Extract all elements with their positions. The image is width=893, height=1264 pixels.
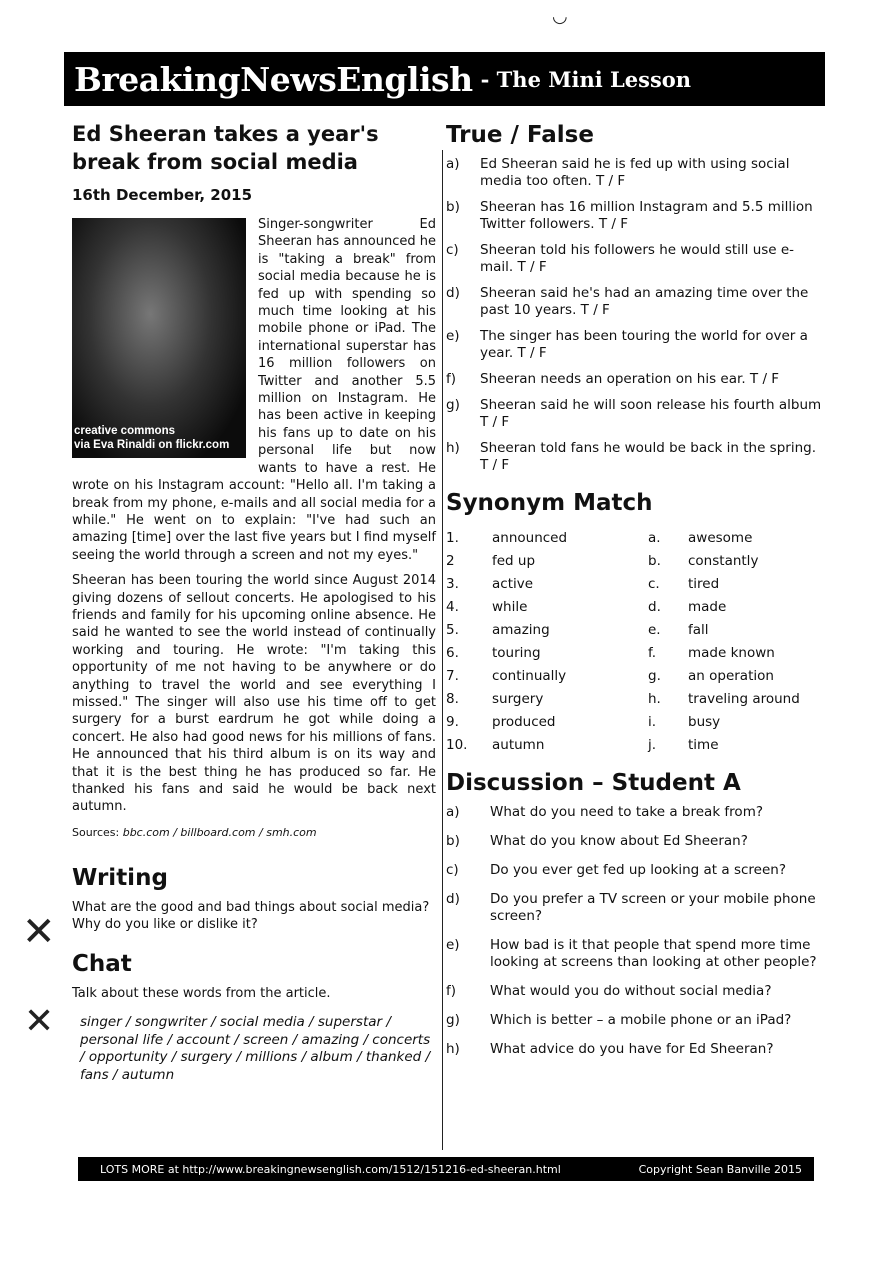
synonym-row-word: announced [492,529,568,546]
synonym-row-word: surgery [492,690,544,707]
brand-subtitle: - The Mini Lesson [480,66,692,92]
true-false-statement: The singer has been touring the world for over a year. T / F [480,328,808,361]
true-false-letter: h) [446,440,460,456]
synonym-row-definition: fall [688,621,709,638]
discussion-letter: f) [446,983,457,999]
synonym-row-item [446,618,826,641]
writing-title: Writing [72,865,168,892]
synonym-row-letter: b. [648,552,661,569]
synonym-row-word: while [492,598,528,615]
photo-credit [74,424,229,452]
synonym-row-word: produced [492,713,556,730]
true-false-letter: c) [446,242,459,258]
synonym-row-item [446,572,826,595]
discussion-item [446,937,826,971]
article-photo [72,218,246,458]
synonym-row-letter: h. [648,690,661,707]
discussion-question: Do you prefer a TV screen or your mobile phone screen? [490,891,816,924]
true-false-statement: Sheeran said he will soon release his fourth album T / F [480,397,822,430]
true-false-list [446,156,826,474]
true-false-statement: Sheeran told his followers he would still use e-mail. T / F [480,242,795,275]
true-false-item [446,328,826,362]
synonym-row-definition: an operation [688,667,774,684]
true-false-item [446,156,826,190]
synonym-match-table [446,526,826,756]
synonym-row-definition: tired [688,575,720,592]
synonym-row-letter: f. [648,644,657,661]
right-column [446,120,826,1070]
synonym-row-letter: i. [648,713,657,730]
synonym-row-item [446,526,826,549]
synonym-row-number: 2 [446,552,455,569]
synonym-row-word: fed up [492,552,536,569]
footer-link[interactable]: LOTS MORE at http://www.breakingnewsenglish.com/1512/151216-ed-sheeran.html [100,1162,561,1176]
discussion-title: Discussion – Student A [446,770,741,796]
column-divider [442,150,443,1150]
photo-credit-line2: via Eva Rinaldi on flickr.com [74,439,230,451]
synonym-row-number: 6. [446,644,459,661]
synonym-row-item [446,641,826,664]
true-false-letter: e) [446,328,460,344]
discussion-letter: h) [446,1041,460,1057]
writing-section [72,863,436,933]
discussion-letter: c) [446,862,459,878]
true-false-item [446,199,826,233]
sources-label: Sources: [72,825,120,839]
footer-bar [78,1157,814,1181]
discussion-list [446,804,826,1058]
footer-copyright: Copyright Sean Banville 2015 [638,1162,802,1176]
article-body [72,216,436,841]
synonym-row-definition: time [688,736,719,753]
synonym-row-word: continually [492,667,567,684]
synonym-row-number: 7. [446,667,459,684]
synonym-row-letter: e. [648,621,661,638]
synonym-row-definition: awesome [688,529,753,546]
sources-list: bbc.com / billboard.com / smh.com [122,825,317,839]
true-false-section [446,120,826,474]
true-false-letter: a) [446,156,460,172]
true-false-statement: Ed Sheeran said he is fed up with using social media too often. T / F [480,156,790,189]
chat-prompt: Talk about these words from the article. [72,986,331,1002]
left-column [72,120,436,1084]
synonym-row-number: 5. [446,621,459,638]
synonym-row-number: 1. [446,529,459,546]
synonym-row-item [446,710,826,733]
synonym-row-letter: j. [648,736,657,753]
discussion-item [446,833,826,850]
discussion-letter: e) [446,937,460,953]
synonym-row-definition: constantly [688,552,759,569]
synonym-row-number: 3. [446,575,459,592]
synonym-row-item [446,549,826,572]
discussion-question: What would you do without social media? [490,983,772,999]
synonym-row-number: 10. [446,736,468,753]
synonym-row-definition: made known [688,644,775,661]
synonym-row-letter: d. [648,598,661,615]
synonym-row-word: amazing [492,621,550,638]
discussion-letter: a) [446,804,460,820]
chat-word-list: singer / songwriter / social media / superstar / personal life / account / screen / amazing / concerts / opportunity / surgery / millions / album / thanked / fans / autumn [80,1014,431,1083]
true-false-title: True / False [446,122,594,148]
true-false-letter: g) [446,397,460,413]
discussion-question: What do you know about Ed Sheeran? [490,833,748,849]
handwritten-cross-chat: ✕ [24,1001,55,1042]
article-date: 16th December, 2015 [72,186,253,204]
handwritten-cross-writing: ✕ [22,909,56,955]
brand-title: BreakingNewsEnglish [74,59,473,99]
discussion-item [446,804,826,821]
article-headline: Ed Sheeran takes a year's break from social media [72,122,379,174]
true-false-item [446,371,826,388]
chat-section [72,949,436,1084]
discussion-letter: d) [446,891,460,907]
synonym-row-item [446,733,826,756]
true-false-letter: d) [446,285,460,301]
synonym-row-item [446,595,826,618]
synonym-row-letter: c. [648,575,660,592]
synonym-row-word: active [492,575,534,592]
synonym-row-number: 9. [446,713,459,730]
synonym-row-item [446,687,826,710]
synonym-match-title: Synonym Match [446,490,653,516]
true-false-letter: f) [446,371,457,387]
true-false-item [446,285,826,319]
article-sources [72,824,436,841]
synonym-row-number: 4. [446,598,459,615]
discussion-letter: b) [446,833,460,849]
true-false-statement: Sheeran told fans he would be back in the spring. T / F [480,440,817,473]
article-paragraph-1: Singer-songwriter Ed Sheeran has announced he is "taking a break" from social media because he is fed up with spending so much time looking at his mobile phone or iPad. The international superstar has 16 million followers on Twitter and another 5.5 million on Instagram. He has been active in keeping his fans up to date on his personal life but now wants to have a rest. He wrote on his Instagram account: "Hello all. I'm taking a break from my phone, e-mails and all social media for a while." He went on to explain: "I've had such an amazing [time] over the last five years but I find myself seeing the world through a screen and not my eyes." [72,217,436,563]
discussion-question: Which is better – a mobile phone or an iPad? [490,1012,792,1028]
true-false-item [446,440,826,474]
synonym-match-section [446,488,826,756]
true-false-item [446,397,826,431]
discussion-item [446,983,826,1000]
discussion-item [446,1012,826,1029]
article-paragraph-2: Sheeran has been touring the world since August 2014 giving dozens of sellout concerts. He apologised to his friends and family for his upcoming online absence. He said he wanted to see the world instead of continually working and touring. He wrote: "I'm taking this opportunity of me not having to be anywhere or do anything to travel the world and see everything I missed." The singer will also use his time off to get surgery for a burst eardrum he got while doing a concert. He also had good news for his millions of fans. He announced that his third album is on its way and that it is the best thing he has produced so far. He thanked his fans and said he would be back next autumn. [72,573,436,815]
synonym-row-word: touring [492,644,541,661]
true-false-item [446,242,826,276]
header-banner [64,52,825,106]
true-false-statement: Sheeran has 16 million Instagram and 5.5 million Twitter followers. T / F [480,199,813,232]
synonym-row-definition: traveling around [688,690,800,707]
discussion-item [446,891,826,925]
discussion-item [446,1041,826,1058]
discussion-question: What do you need to take a break from? [490,804,764,820]
synonym-row-word: autumn [492,736,545,753]
true-false-statement: Sheeran needs an operation on his ear. T / F [480,371,780,387]
synonym-row-item [446,664,826,687]
discussion-item [446,862,826,879]
synonym-row-definition: made [688,598,727,615]
synonym-row-number: 8. [446,690,459,707]
writing-prompt: What are the good and bad things about social media? Why do you like or dislike it? [72,900,430,933]
discussion-question: Do you ever get fed up looking at a screen? [490,862,786,878]
synonym-row-letter: a. [648,529,661,546]
true-false-statement: Sheeran said he's had an amazing time over the past 10 years. T / F [480,285,809,318]
handwritten-mark-top: ◡ [552,6,568,27]
discussion-question: What advice do you have for Ed Sheeran? [490,1041,774,1057]
discussion-section [446,768,826,1058]
synonym-row-definition: busy [688,713,721,730]
chat-title: Chat [72,951,132,978]
discussion-question: How bad is it that people that spend more time looking at screens than looking at other people? [490,937,817,970]
photo-credit-line1: creative commons [74,425,175,437]
true-false-letter: b) [446,199,460,215]
synonym-row-letter: g. [648,667,661,684]
discussion-letter: g) [446,1012,460,1028]
